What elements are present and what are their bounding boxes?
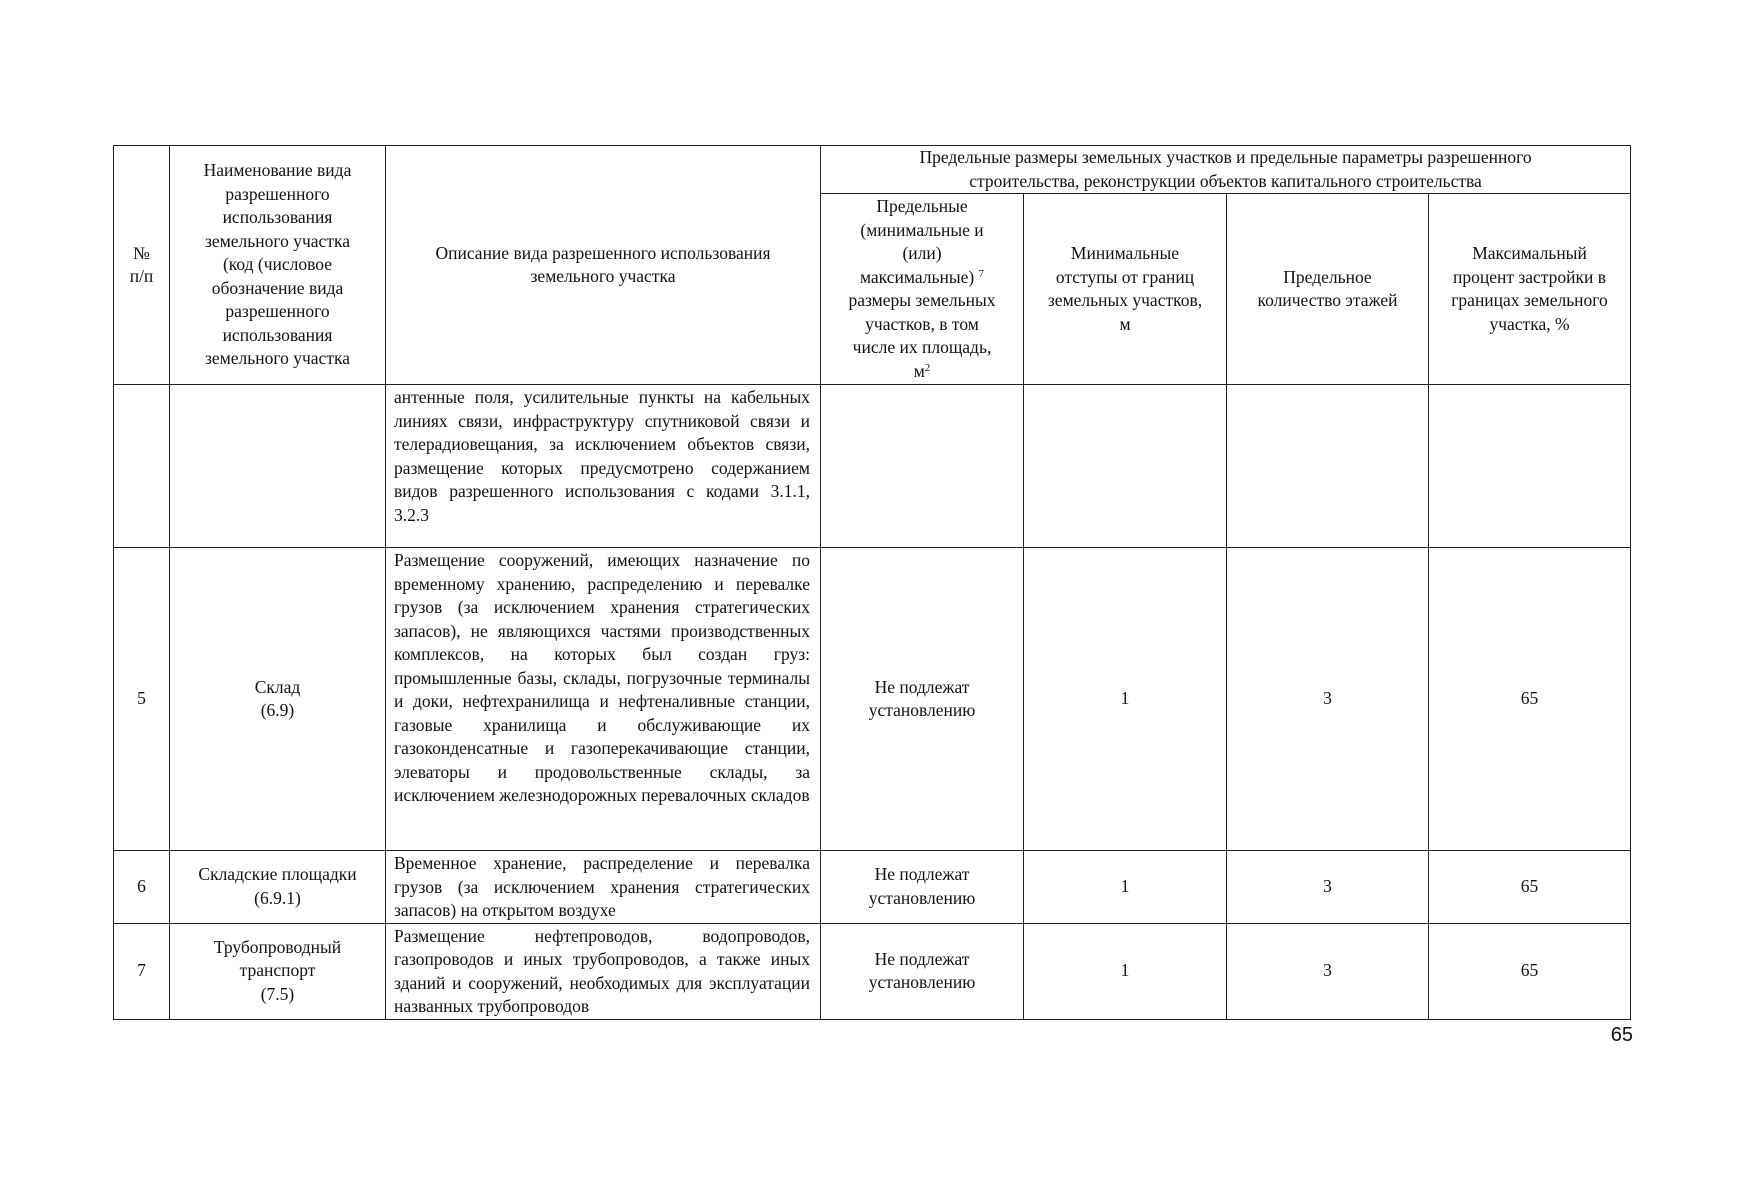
header-plot-sizes-text-b: размеры земельных участков, в том числе их площадь, м <box>848 290 996 381</box>
cell-min-setbacks: 1 <box>1024 851 1227 924</box>
cell-min-setbacks: 1 <box>1024 923 1227 1019</box>
cell-max-floors: 3 <box>1227 923 1429 1019</box>
cell-min-setbacks: 1 <box>1024 548 1227 851</box>
footnote-ref: 7 <box>978 267 985 280</box>
cell-min-setbacks <box>1024 385 1227 548</box>
cell-plot-sizes: Не подлежат установлению <box>821 548 1024 851</box>
cell-number: 5 <box>114 548 170 851</box>
cell-use-name <box>170 385 386 548</box>
cell-use-name: Склад (6.9) <box>170 548 386 851</box>
header-plot-sizes-text-a: Предельные (минимальные и (или) максимальные) <box>859 196 984 287</box>
cell-description: антенные поля, усилительные пункты на кабельных линиях связи, инфраструктуру спутниковой связи и телерадиовещания, за исключением объектов связи, размещение которых предусмотрено содержанием видов разрешенного использования с кодами 3.1.1, 3.2.3 <box>386 385 821 548</box>
cell-max-floors: 3 <box>1227 548 1429 851</box>
cell-plot-sizes: Не подлежат установлению <box>821 851 1024 924</box>
cell-max-coverage <box>1429 385 1631 548</box>
header-max-coverage: Максимальный процент застройки в границах земельного участка, % <box>1429 194 1631 385</box>
cell-number: 6 <box>114 851 170 924</box>
cell-use-name: Складские площадки (6.9.1) <box>170 851 386 924</box>
header-number: № п/п <box>114 146 170 385</box>
table-row <box>114 851 1631 924</box>
cell-max-coverage: 65 <box>1429 548 1631 851</box>
header-max-floors: Предельное количество этажей <box>1227 194 1429 385</box>
header-use-name: Наименование вида разрешенного использования земельного участка (код (числовое обозначение вида разрешенного использования земельного участка <box>170 146 386 385</box>
table-row <box>114 548 1631 851</box>
cell-description: Размещение нефтепроводов, водопроводов, газопроводов и иных трубопроводов, а также иных зданий и сооружений, необходимых для эксплуатации названных трубопроводов <box>386 923 821 1019</box>
cell-max-coverage: 65 <box>1429 851 1631 924</box>
cell-description: Временное хранение, распределение и перевалка грузов (за исключением хранения стратегических запасов) на открытом воздухе <box>386 851 821 924</box>
cell-max-floors <box>1227 385 1429 548</box>
land-use-table <box>113 145 1631 1020</box>
cell-number: 7 <box>114 923 170 1019</box>
page-number: 65 <box>1610 1024 1633 1046</box>
unit-exponent: 2 <box>924 361 931 374</box>
cell-number <box>114 385 170 548</box>
cell-use-name: Трубопроводный транспорт (7.5) <box>170 923 386 1019</box>
header-description: Описание вида разрешенного использования земельного участка <box>386 146 821 385</box>
header-limits-group: Предельные размеры земельных участков и предельные параметры разрешенного строительства, реконструкции объектов капитального строительства <box>821 146 1631 194</box>
table-row <box>114 385 1631 548</box>
cell-plot-sizes <box>821 385 1024 548</box>
table-row <box>114 923 1631 1019</box>
cell-max-floors: 3 <box>1227 851 1429 924</box>
cell-description: Размещение сооружений, имеющих назначение по временному хранению, распределению и перевалке грузов (за исключением хранения стратегических запасов), не являющихся частями производственных комплексов, на которых был создан груз: промышленные базы, склады, погрузочные терминалы и доки, нефтехранилища и нефтеналивные станции, газовые хранилища и обслуживающие их газоконденсатные и газоперекачивающие станции, элеваторы и продовольственные склады, за исключением железнодорожных перевалочных складов <box>386 548 821 851</box>
cell-plot-sizes: Не подлежат установлению <box>821 923 1024 1019</box>
header-plot-sizes <box>821 194 1024 385</box>
header-min-setbacks: Минимальные отступы от границ земельных участков, м <box>1024 194 1227 385</box>
cell-max-coverage: 65 <box>1429 923 1631 1019</box>
